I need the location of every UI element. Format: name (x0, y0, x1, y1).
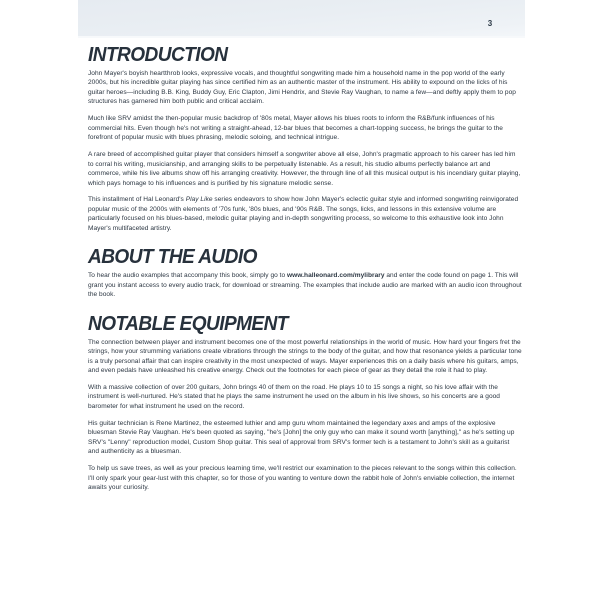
series-title-play-like: Play Like (185, 196, 213, 204)
text-run: series endeavors to show how John Mayer's eclectic guitar style and informed songwriting reinvigorated popular music of the 2000s with elements of '70s funk, '80s blues, and '90s R&B. The songs, licks, and lessons in this extensive volume are particularly focused on his blues-based, melodic guitar playing and in-depth songwriting process, so welcome to this exhaustive look into John Mayer's multifaceted artistry. (88, 196, 519, 232)
paragraph: John Mayer's boyish heartthrob looks, expressive vocals, and thoughtful songwriting made him a household name in the pop world of the early 2000s, but his incredible guitar playing has since certified him as an authentic master of the instrument. His ability to expound on the licks of his guitar heroes—including B.B. King, Buddy Guy, Eric Clapton, Jimi Hendrix, and Stevie Ray Vaughan, to name a few—and deftly apply them to pop structures has garnered him both public and critical acclaim. (88, 70, 516, 106)
text-run: To hear the audio examples that accompany this book, simply go to (88, 272, 288, 280)
paragraph: With a massive collection of over 200 guitars, John brings 40 of them on the road. He plays 10 to 15 songs a night, so his love affair with the instrument is well-nurtured. He's stated that he plays the same instrument he used on the album in his live shows, so his concerts are a good barometer for what instrument he used on the record. (88, 383, 500, 410)
section-heading-about-the-audio-wrap (88, 246, 522, 267)
section-heading-notable-equipment-wrap (88, 313, 522, 334)
paragraph: To help us save trees, as well as your precious learning time, we'll restrict our examination to the pieces relevant to the songs within this collection. I'll only spark your gear-lust with this chapter, so for those of you wanting to venture down the rabbit hole of John's enviable collection, the internet awaits your curiosity. (88, 465, 517, 492)
paragraph-with-italic-title (88, 195, 522, 233)
paragraph: Much like SRV amidst the then-popular music backdrop of '80s metal, Mayer allows his blues roots to inform the R&B/funk influences of his commercial hits. Even though he's not writing a straight-ahead, 12-bar blues that becomes a chart-topping success, he brings the guitar to the forefront of popular music with blues phrasing, melodic soloing, and technical intrigue. (88, 115, 503, 142)
section-heading-introduction: INTRODUCTION (88, 43, 228, 66)
paragraph: The connection between player and instrument becomes one of the most powerful relationships in the world of music. How hard your fingers fret the strings, how your strumming variations create vibrations through the strings to the body of the guitar, and how that resonance yields a particular tone is a truly personal affair that can inspire creativity in the most unexpected of ways. Mayer experiences this on a daily basis where his guitars, amps, and even pedals have unleashed his creative energy. Check out the footnotes for each piece of gear as they detail the role it had to play. (88, 338, 522, 375)
page-number: 3 (487, 19, 493, 28)
library-url: www.halleonard.com/mylibrary (287, 272, 385, 280)
text-run: This installment of Hal Leonard's (88, 196, 186, 204)
paragraph: His guitar technician is Rene Martinez, the esteemed luthier and amp guru whom maintained the legendary axes and amps of the explosive bluesman Stevie Ray Vaughan. He's been quoted as saying, "he's [John] the only guy who can make it sound worth [anything]," as he's setting up SRV's "Lenny" reproduction model, Custom Shop guitar. This seal of approval from SRV's former tech is a testament to John's skill as a guitarist and authenticity as a bluesman. (88, 419, 515, 456)
section-heading-introduction-wrap (88, 44, 522, 65)
section-heading-notable-equipment: NOTABLE EQUIPMENT (88, 311, 288, 335)
page-content (88, 44, 522, 493)
section-heading-about-the-audio: ABOUT THE AUDIO (88, 245, 257, 269)
text-run: and enter the code found on page 1. This will grant you instant access to every audio track, for download or streaming. The examples that include audio are marked with an audio icon throughout the book. (88, 272, 522, 299)
page-header-band (78, 0, 525, 38)
paragraph: A rare breed of accomplished guitar player that considers himself a songwriter above all else, John's pragmatic approach to his career has led him to corral his writing, musicianship, and arranging skills to be perpetually listenable. As a result, his studio albums perfectly balance art and commerce, while his live albums show off his arranging creativity. However, the through line of all this musical output is his incendiary guitar playing, which pays homage to his influences and is purified by his signature melodic sense. (88, 151, 521, 187)
paragraph-with-url (88, 271, 522, 299)
